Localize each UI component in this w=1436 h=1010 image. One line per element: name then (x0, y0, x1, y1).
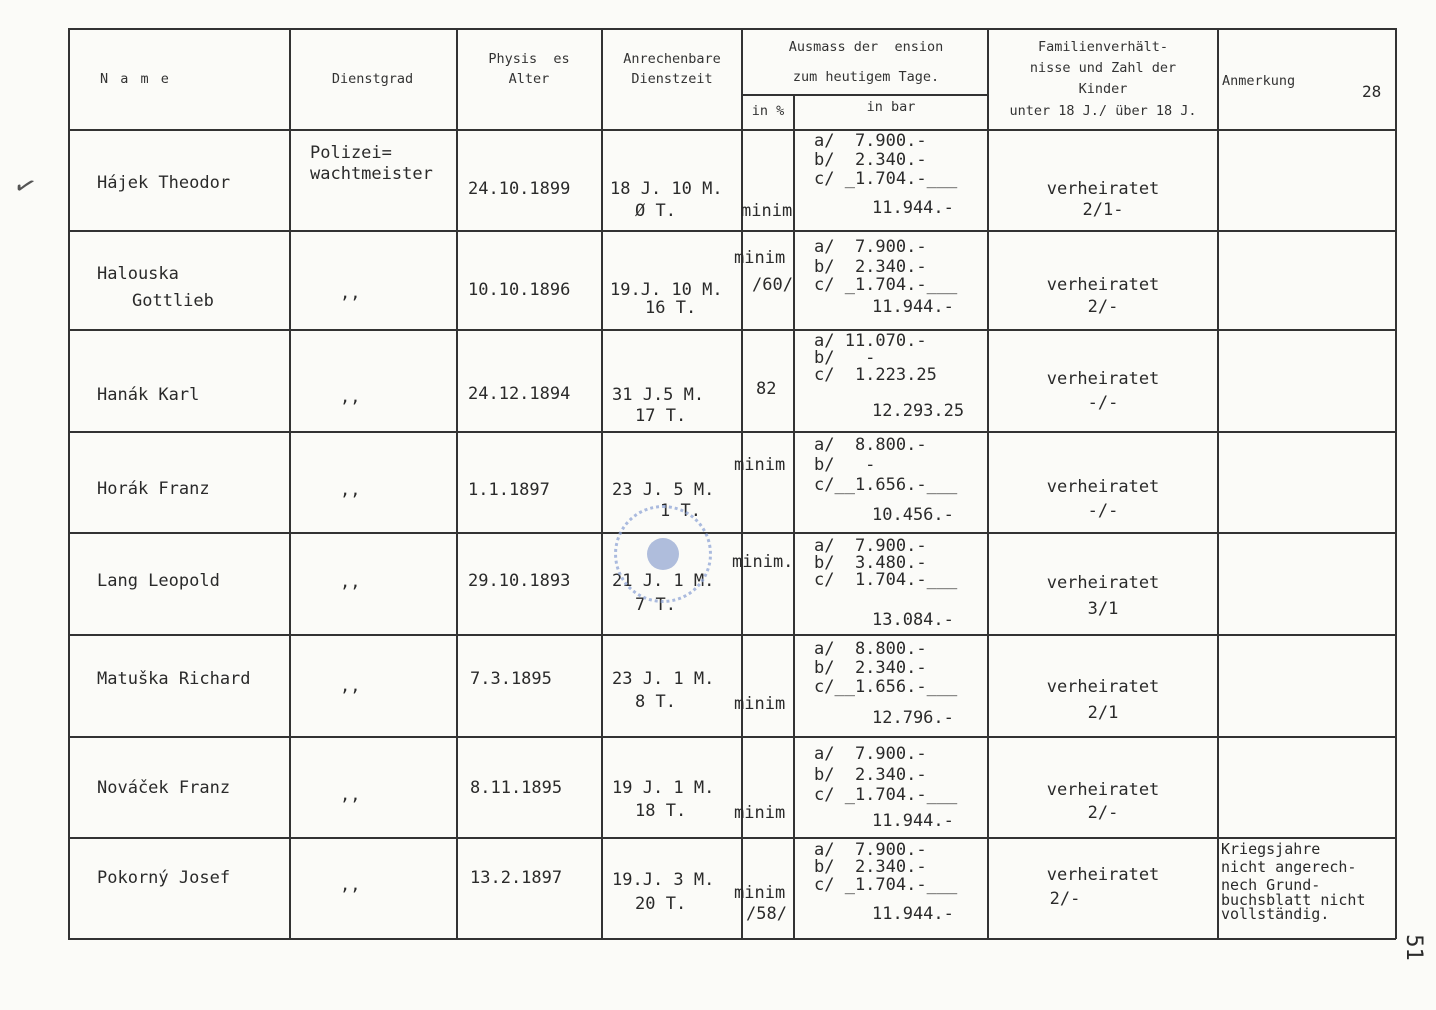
row-amount-b: b/ 2.340.- (814, 765, 927, 785)
row-amount-c: c/__1.656.-___ (814, 475, 958, 495)
rule-col (68, 28, 70, 939)
row-name: Halouska (97, 264, 179, 284)
header-name: N a m e (100, 71, 171, 87)
rule-col (289, 28, 291, 939)
header-pension-bar: in bar (866, 99, 916, 115)
row-birth: 8.11.1895 (470, 778, 563, 798)
row-service: 21 J. 1 M. (612, 571, 715, 591)
rule-col (601, 28, 603, 939)
rule-col (987, 28, 989, 939)
row-family: verheiratet (1046, 780, 1160, 800)
row-service: 19.J. 3 M. (612, 870, 715, 890)
row-amount-total: 11.944.- (872, 811, 954, 831)
row-service-2: 18 T. (635, 801, 687, 821)
row-family: verheiratet (1046, 179, 1160, 199)
row-children: 2/1- (1082, 200, 1124, 220)
row-rank: ,, (340, 572, 361, 592)
rule-col (793, 94, 795, 939)
row-amount-c: c/__1.656.-___ (814, 677, 958, 697)
row-service-2: 16 T. (645, 298, 697, 318)
rule-row (68, 329, 1396, 331)
header-family-4: unter 18 J./ über 18 J. (1009, 103, 1197, 119)
row-children: -/- (1087, 501, 1119, 521)
row-children: 3/1 (1087, 599, 1119, 619)
row-pct: minim (734, 248, 786, 268)
row-amount-c: c/ _1.704.-___ (814, 875, 958, 895)
row-pct-2: /60/ (752, 275, 793, 295)
row-children: 2/- (1087, 297, 1119, 317)
row-birth: 7.3.1895 (470, 669, 552, 689)
row-amount-a: a/ 8.800.- (814, 435, 927, 455)
row-family: verheiratet (1046, 573, 1160, 593)
row-name: Nováček Franz (97, 778, 231, 798)
row-amount-total: 13.084.- (872, 610, 954, 630)
round-stamp (612, 505, 715, 603)
row-pct: minim (734, 694, 786, 714)
row-service-2: 20 T. (635, 894, 687, 914)
row-name: Pokorný Josef (97, 868, 231, 888)
header-family-1: Familienverhält- (1037, 39, 1169, 55)
rule-pension-sub (741, 94, 988, 96)
row-amount-total: 11.944.- (872, 297, 954, 317)
row-family: verheiratet (1046, 369, 1160, 389)
row-name-2: Gottlieb (132, 291, 214, 311)
row-children: 2/- (1049, 889, 1081, 909)
row-amount-a: a/ 8.800.- (814, 639, 927, 659)
header-age-1: Physis es (488, 51, 570, 67)
rule-header-bottom (68, 129, 1396, 131)
row-pct: minim (734, 803, 786, 823)
row-pct-2: /58/ (746, 904, 787, 924)
row-amount-c: c/ _1.704.-___ (814, 275, 958, 295)
row-birth: 24.10.1899 (468, 179, 571, 199)
row-family: verheiratet (1046, 865, 1160, 885)
header-family-3: Kinder (1078, 81, 1128, 97)
row-name: Hájek Theodor (97, 173, 231, 193)
row-pct: minim (741, 201, 793, 221)
row-amount-total: 12.796.- (872, 708, 954, 728)
row-children: -/- (1087, 393, 1119, 413)
row-amount-b: b/ 2.340.- (814, 857, 927, 877)
header-family-2: nisse und Zahl der (1029, 60, 1177, 76)
row-service: 19.J. 10 M. (610, 280, 723, 300)
row-amount-total: 11.944.- (872, 198, 954, 218)
header-pension-2: zum heutigem Tage. (792, 69, 940, 85)
row-service-2: 7 T. (635, 595, 676, 615)
row-pct: minim. (732, 552, 794, 572)
row-amount-b: b/ 2.340.- (814, 658, 927, 678)
row-service-2: Ø T. (635, 201, 676, 221)
row-pct: minim (734, 883, 786, 903)
header-remark: Anmerkung (1222, 73, 1296, 89)
row-family: verheiratet (1046, 275, 1160, 295)
row-rank: ,, (340, 387, 361, 407)
row-amount-a: a/ 7.900.- (814, 744, 927, 764)
row-amount-b: b/ 3.480.- (814, 553, 927, 573)
header-service-2: Dienstzeit (631, 71, 713, 87)
side-page-number: 51 (1400, 934, 1426, 961)
row-remark: Kriegsjahre (1221, 840, 1321, 858)
row-remark-2: nicht angerech- (1221, 858, 1357, 876)
rule-row (68, 837, 1396, 839)
row-remark-3: nech Grund- (1221, 876, 1321, 894)
row-birth: 29.10.1893 (468, 571, 571, 591)
row-birth: 24.12.1894 (468, 384, 571, 404)
row-amount-c: c/ _1.704.-___ (814, 785, 958, 805)
row-birth: 10.10.1896 (468, 280, 571, 300)
row-service-2: 8 T. (635, 692, 676, 712)
row-service: 31 J.5 M. (612, 385, 705, 405)
rule-row (68, 431, 1396, 433)
row-remark-4: buchsblatt nicht (1221, 891, 1366, 909)
row-rank: ,, (340, 875, 361, 895)
rule-col (1217, 28, 1219, 939)
rule-row (68, 230, 1396, 232)
row-amount-total: 12.293.25 (872, 401, 965, 421)
rule-row (68, 532, 1396, 534)
row-rank: ,, (340, 480, 361, 500)
row-name: Matuška Richard (97, 669, 251, 689)
row-name: Hanák Karl (97, 385, 200, 405)
row-amount-total: 11.944.- (872, 904, 954, 924)
row-name: Horák Franz (97, 479, 210, 499)
row-amount-c: c/ 1.223.25 (814, 365, 937, 385)
row-service-2: 1 T. (660, 501, 701, 521)
row-children: 2/- (1087, 803, 1119, 823)
row-amount-b: b/ 2.340.- (814, 150, 927, 170)
header-service-1: Anrechenbare (623, 51, 721, 67)
row-pct: 82 (756, 379, 777, 399)
rule-col (456, 28, 458, 939)
row-remark-5: vollständig. (1221, 905, 1330, 923)
row-amount-a: a/ 7.900.- (814, 131, 927, 151)
row-rank: ,, (340, 676, 361, 696)
header-rank: Dienstgrad (331, 71, 414, 87)
row-amount-b: b/ 2.340.- (814, 257, 927, 277)
row-amount-c: c/ 1.704.-___ (814, 570, 958, 590)
row-birth: 13.2.1897 (470, 868, 563, 888)
row-family: verheiratet (1046, 477, 1160, 497)
row-amount-b: b/ - (814, 348, 876, 368)
row-amount-a: a/ 11.070.- (814, 331, 927, 351)
row-service: 23 J. 1 M. (612, 669, 715, 689)
row-name: Lang Leopold (97, 571, 220, 591)
row-amount-b: b/ - (814, 455, 876, 475)
margin-check-mark: ✓ (10, 165, 40, 206)
row-service: 23 J. 5 M. (612, 480, 715, 500)
rule-bottom (68, 938, 1396, 940)
row-amount-total: 10.456.- (872, 505, 954, 525)
header-pension-1: Ausmass der ension (788, 39, 944, 55)
row-service: 19 J. 1 M. (612, 778, 715, 798)
row-service: 18 J. 10 M. (610, 179, 723, 199)
row-pct: minim (734, 455, 786, 475)
rule-row (68, 634, 1396, 636)
row-rank: ,, (340, 785, 361, 805)
row-amount-c: c/ _1.704.-___ (814, 169, 958, 189)
rule-top (68, 28, 1396, 30)
row-rank: Polizei= (310, 143, 392, 163)
rule-row (68, 736, 1396, 738)
header-age-2: Alter (508, 71, 550, 87)
row-amount-a: a/ 7.900.- (814, 536, 927, 556)
rule-col (1395, 28, 1397, 939)
row-amount-a: a/ 7.900.- (814, 237, 927, 257)
row-rank: ,, (340, 283, 361, 303)
row-amount-a: a/ 7.900.- (814, 840, 927, 860)
row-birth: 1.1.1897 (468, 480, 550, 500)
row-rank-2: wachtmeister (310, 164, 433, 184)
header-pension-pct: in % (751, 103, 785, 119)
row-children: 2/1 (1087, 703, 1119, 723)
page-number: 28 (1362, 82, 1382, 101)
row-family: verheiratet (1046, 677, 1160, 697)
row-service-2: 17 T. (635, 406, 687, 426)
